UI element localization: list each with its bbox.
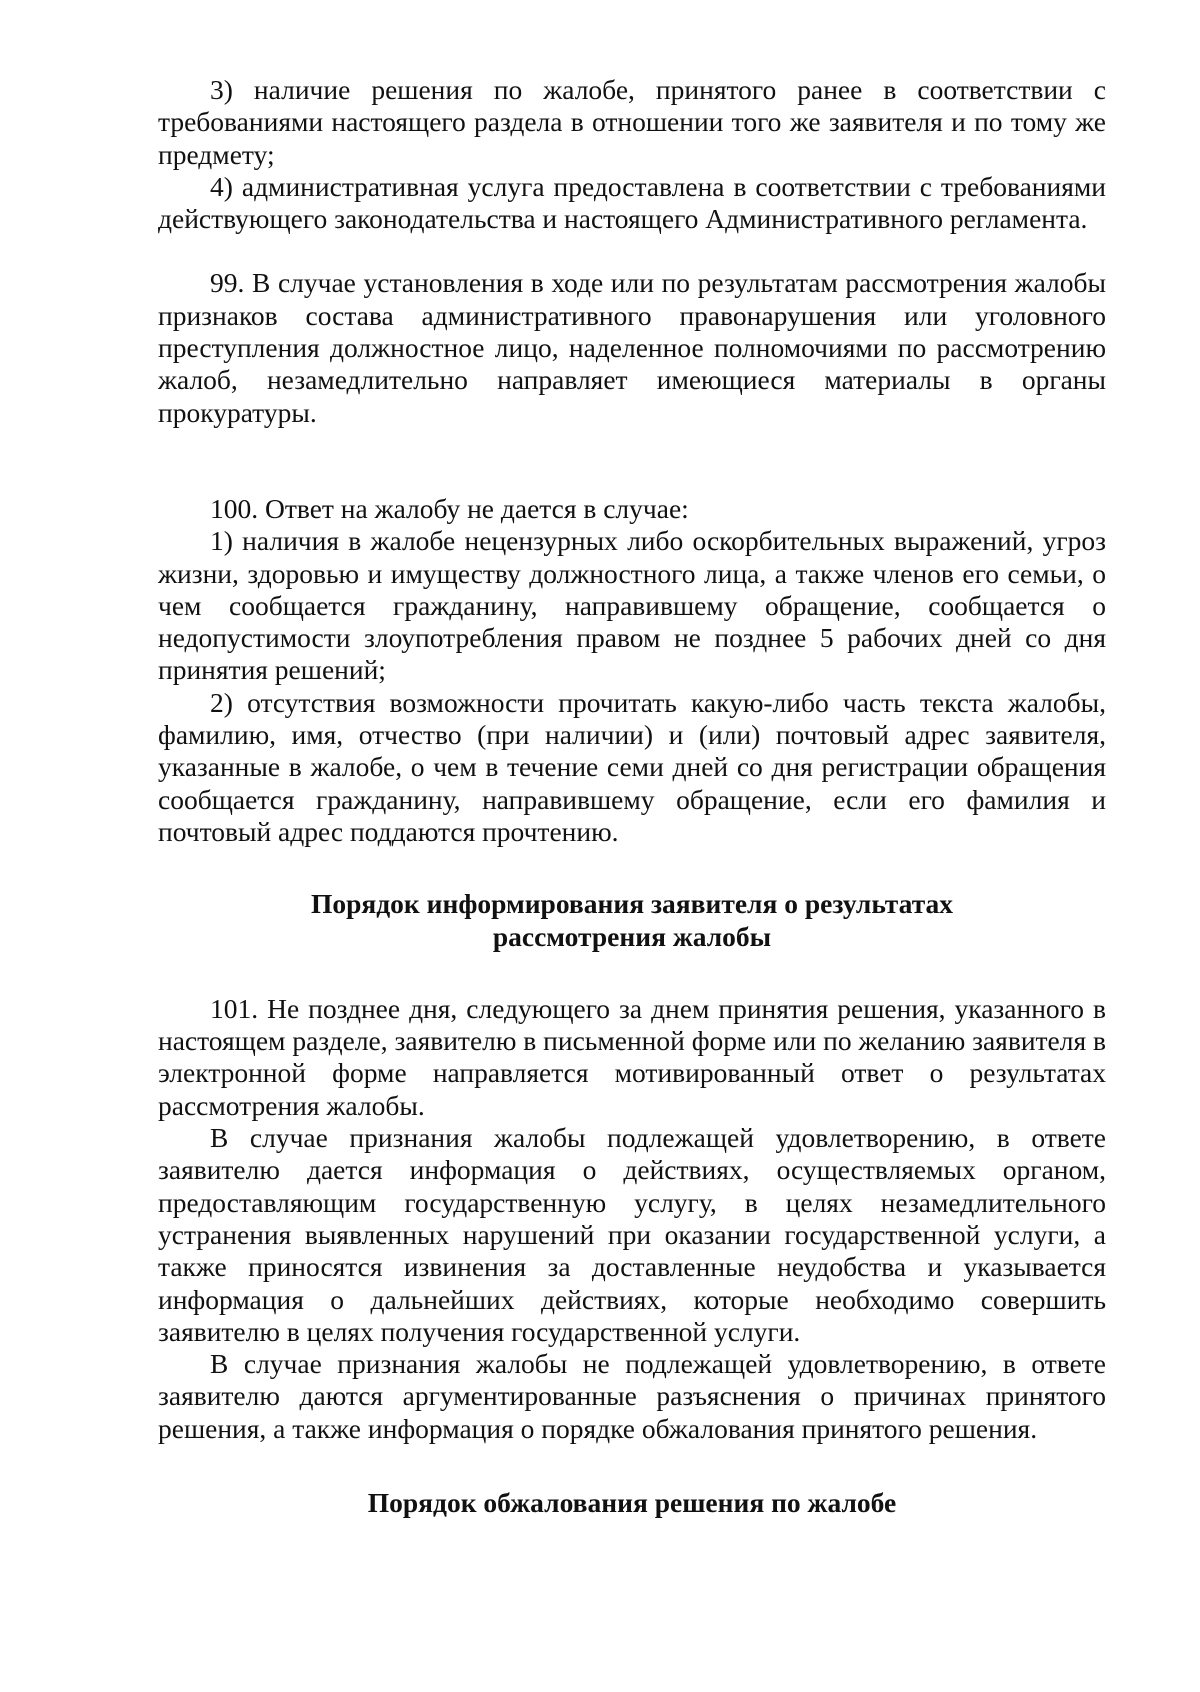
paragraph-101: 101. Не позднее дня, следующего за днем принятия решения, указанного в настоящем разделе, заявителю в письменной форме или по желанию заявителя в электронной форме направляется мотивированный ответ о результатах рассмотрения жалобы.: [158, 992, 1106, 1121]
paragraph-100: 100. Ответ на жалобу не дается в случае:: [210, 492, 689, 524]
paragraph-100-item-2: 2) отсутствия возможности прочитать какую-либо часть текста жалобы, фамилию, имя, отчество (при наличии) и (или) почтовый адрес заявителя, указанные в жалобе, о чем в течение семи дней со дня регистрации обращения сообщается гражданину, направившему обращение, если его фамилия и почтовый адрес поддаются прочтению.: [158, 686, 1106, 847]
paragraph-100-item-1: 1) наличия в жалобе нецензурных либо оскорбительных выражений, угроз жизни, здоровью и имуществу должностного лица, а также членов его семьи, о чем сообщается гражданину, направившему обращение, сообщается о недопустимости злоупотребления правом не позднее 5 рабочих дней со дня принятия решений;: [158, 525, 1106, 686]
section-heading-line-1: Порядок информирования заявителя о результатах: [310, 888, 954, 920]
paragraph-item-4: 4) административная услуга предоставлена в соответствии с требованиями действующего законодательства и настоящего Административного регламента.: [158, 170, 1106, 235]
paragraph-99: 99. В случае установления в ходе или по результатам рассмотрения жалобы признаков состава административного правонарушения или уголовного преступления должностное лицо, наделенное полномочиями по рассмотрению жалоб, незамедлительно направляет имеющиеся материалы в органы прокуратуры.: [158, 267, 1106, 428]
section-heading-appeal: Порядок обжалования решения по жалобе: [367, 1486, 897, 1518]
paragraph-101-satisfied: В случае признания жалобы подлежащей удовлетворению, в ответе заявителю дается информация о действиях, осуществляемых органом, предоставляющим государственную услугу, в целях незамедлительного устранения выявленных нарушений при оказании государственной услуги, а также приносятся извинения за доставленные неудобства и указывается информация о дальнейших действиях, которые необходимо совершить заявителю в целях получения государственной услуги.: [158, 1122, 1106, 1347]
paragraph-101-rejected: В случае признания жалобы не подлежащей удовлетворению, в ответе заявителю даются аргументированные разъяснения о причинах принятого решения, а также информация о порядке обжалования принятого решения.: [158, 1348, 1106, 1444]
paragraph-item-3: 3) наличие решения по жалобе, принятого ранее в соответствии с требованиями настоящего раздела в отношении того же заявителя и по тому же предмету;: [158, 74, 1106, 170]
document-page: [158, 74, 1106, 1519]
section-heading-line-2: рассмотрения жалобы: [492, 920, 772, 952]
section-heading-informing: [158, 888, 1106, 953]
